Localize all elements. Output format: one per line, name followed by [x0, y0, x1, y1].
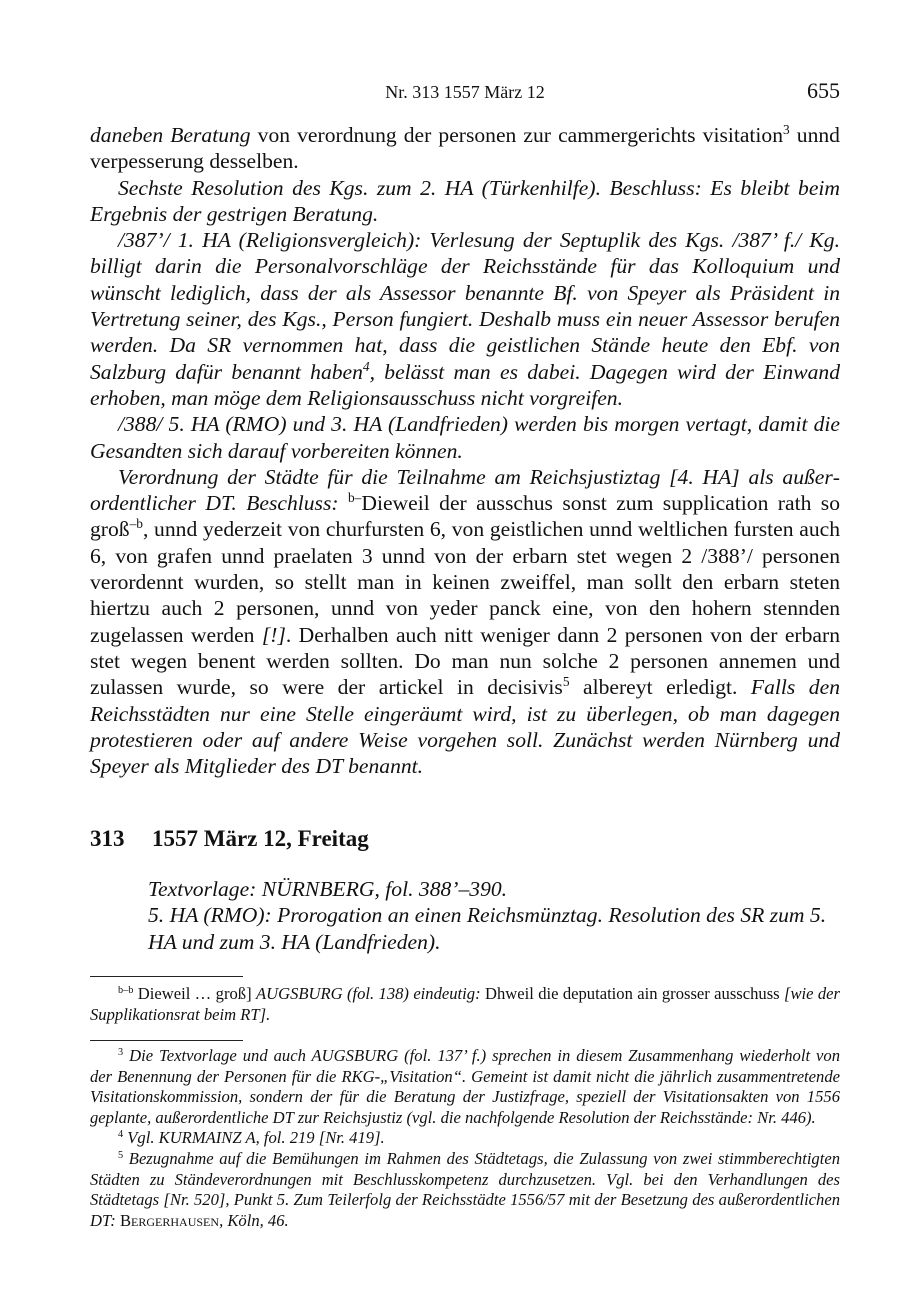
- footnote-divider: [90, 1040, 243, 1041]
- entry-number: 313: [90, 826, 125, 851]
- variant-footnote-b: [90, 983, 840, 1025]
- entry-heading: [90, 826, 840, 852]
- main-text: [90, 122, 840, 779]
- footnote-text: Vgl. KURMAINZ A, fol. 219 [Nr. 419].: [123, 1128, 385, 1148]
- text-run: Dhweil die deputation ain grosser ausschuss: [480, 984, 785, 1003]
- footnote-mark: 5: [118, 1149, 124, 1161]
- footnote-ref-4[interactable]: 4: [362, 358, 370, 374]
- running-head-title: Nr. 313 1557 März 12: [385, 82, 545, 102]
- paragraph-4: /388/ 5. HA (RMO) und 3. HA (Landfrieden) werden bis morgen vertagt, damit die Gesandten sich darauf vorbereiten können.: [90, 412, 840, 463]
- page-number: 655: [807, 78, 840, 103]
- entry-title: 1557 März 12, Freitag: [152, 826, 369, 851]
- text-italic: [!]: [261, 622, 286, 647]
- entry-source: Textvorlage: NÜRNBERG, fol. 388’–390.: [148, 877, 508, 901]
- footnote-ref-5[interactable]: 5: [562, 674, 570, 690]
- footnote-text: , Köln, 46.: [219, 1210, 289, 1230]
- footnote-3: [90, 1046, 840, 1128]
- text-italic: daneben Beratung: [90, 123, 251, 147]
- variant-ref-b-close[interactable]: –b: [129, 516, 143, 532]
- text-run: Dieweil … groß]: [133, 984, 256, 1003]
- footnote-ref-3[interactable]: 3: [783, 121, 790, 137]
- entry-summary: 5. HA (RMO): Prorogation an einen Reichsmünztag. Resolution des SR zum 5. HA und zum 3. HA (Landfrieden).: [148, 903, 827, 954]
- text-italic: AUGSBURG (fol. 138) eindeutig:: [255, 984, 481, 1003]
- footnote-4: [90, 1128, 840, 1149]
- text-run: albereyt erledigt.: [569, 675, 751, 700]
- text-run: von verordnung der personen zur cammergerichts visitation: [250, 123, 784, 147]
- text-run: , belässt man es dabei. Dagegen wird der Einwand erhoben, man möge dem Religionsausschuss nicht vorgreifen.: [90, 359, 840, 410]
- variant-footnote: [90, 983, 840, 1025]
- footnote-mark: 4: [118, 1129, 124, 1141]
- variant-mark: b–b: [118, 984, 134, 996]
- text-italic: Falls den Reichsstädten nur eine Stelle eingeräumt wird, ist zu überlegen, ob man dagegen protestieren oder auf andere Weise vorgehen soll. Zunächst werden Nürnberg und Speyer als Mitglieder des DT benannt.: [90, 675, 840, 779]
- paragraph-2: Sechste Resolution des Kgs. zum 2. HA (Türkenhilfe). Beschluss: Es bleibt beim Ergebnis der gestrigen Beratung.: [90, 175, 840, 226]
- footnote-divider: [90, 976, 243, 977]
- footnote-text: Die Textvorlage und auch AUGSBURG (fol. 137’ f.) sprechen in diesem Zusammenhang wiederholt von der Benennung der Personen für die RKG-„Visitation“. Gemeint ist damit nicht die jährlich zusammentretende Visitationskommission, sondern der für die Beratung der Justizfrage, speziell der Visitationsakten von 1556 geplante, außerordentliche DT zur Reichsjustiz (vgl. die nachfolgende Resolution der Reichsstände: Nr. 446).: [90, 1046, 840, 1127]
- text-italic: Verordnung der Städte für die Teilnahme am Reichsjustiztag [4. HA] als außerordentlicher DT. Beschluss:: [90, 464, 840, 516]
- text-run: . Derhalben auch nitt weniger dann 2 personen von der erbarn stet wegen benent werden sollten. Do man nun solche 2 personen annemen und zulassen wurde, so were der artickel in decisivis: [90, 622, 840, 700]
- text-run: /387’/ 1. HA (Religionsvergleich): Verlesung der Septuplik des Kgs. /387’ f./ Kg. billigt darin die Personalvorschläge der Reichsstände für das Kolloquium und wünscht lediglich, dass der als Assessor benannte Bf. von Speyer als Präsident in Vertretung seiner, des Kgs., Person fungiert. Deshalb muss ein neuer Assessor berufen werden. Da SR vernommen hat, dass die geistlichen Stände heute den Ebf. von Salzburg dafür benannt haben: [90, 228, 840, 384]
- text-italic: [wie der Supplikationsrat beim RT].: [90, 984, 841, 1024]
- author-name: Bergerhausen: [119, 1210, 220, 1230]
- variant-ref-b-open[interactable]: b–: [348, 490, 362, 506]
- entry-regest: [148, 876, 838, 955]
- footnote-5: [90, 1149, 840, 1231]
- text-run: , unnd yederzeit von churfursten 6, von geistlichen unnd weltlichen fursten auch 6, von grafen unnd praelaten 3 unnd von der erbarn stet wegen 2 /388’/ personen verordennt wurden, so stellt man in keinen zweiffel, man sollt den erbarn steten hiertzu auch 2 personen, unnd von yeder panck eine, von den hohern stennden zugelassen werden: [90, 517, 840, 647]
- paragraph-1: [90, 122, 840, 175]
- text-run: unnd verpesserung desselben.: [90, 123, 840, 174]
- text-run: Dieweil der ausschus sonst zum supplication rath so groß: [90, 491, 840, 542]
- footnote-text: Bezugnahme auf die Bemühungen im Rahmen des Städtetags, die Zulassung von zwei stimmberechtigten Städten zu Ständeverordnungen mit Beschlusskompetenz durchzusetzen. Vgl. bei den Verhandlungen des Städtetags [Nr. 520], Punkt 5. Zum Teilerfolg der Reichsstädte 1556/57 mit der Besetzung des außerordentlichen DT:: [90, 1148, 840, 1230]
- paragraph-5: [90, 464, 840, 780]
- running-head: [90, 78, 840, 108]
- numbered-footnotes: [90, 1046, 840, 1231]
- paragraph-3: [90, 227, 840, 411]
- footnote-mark: 3: [118, 1046, 124, 1058]
